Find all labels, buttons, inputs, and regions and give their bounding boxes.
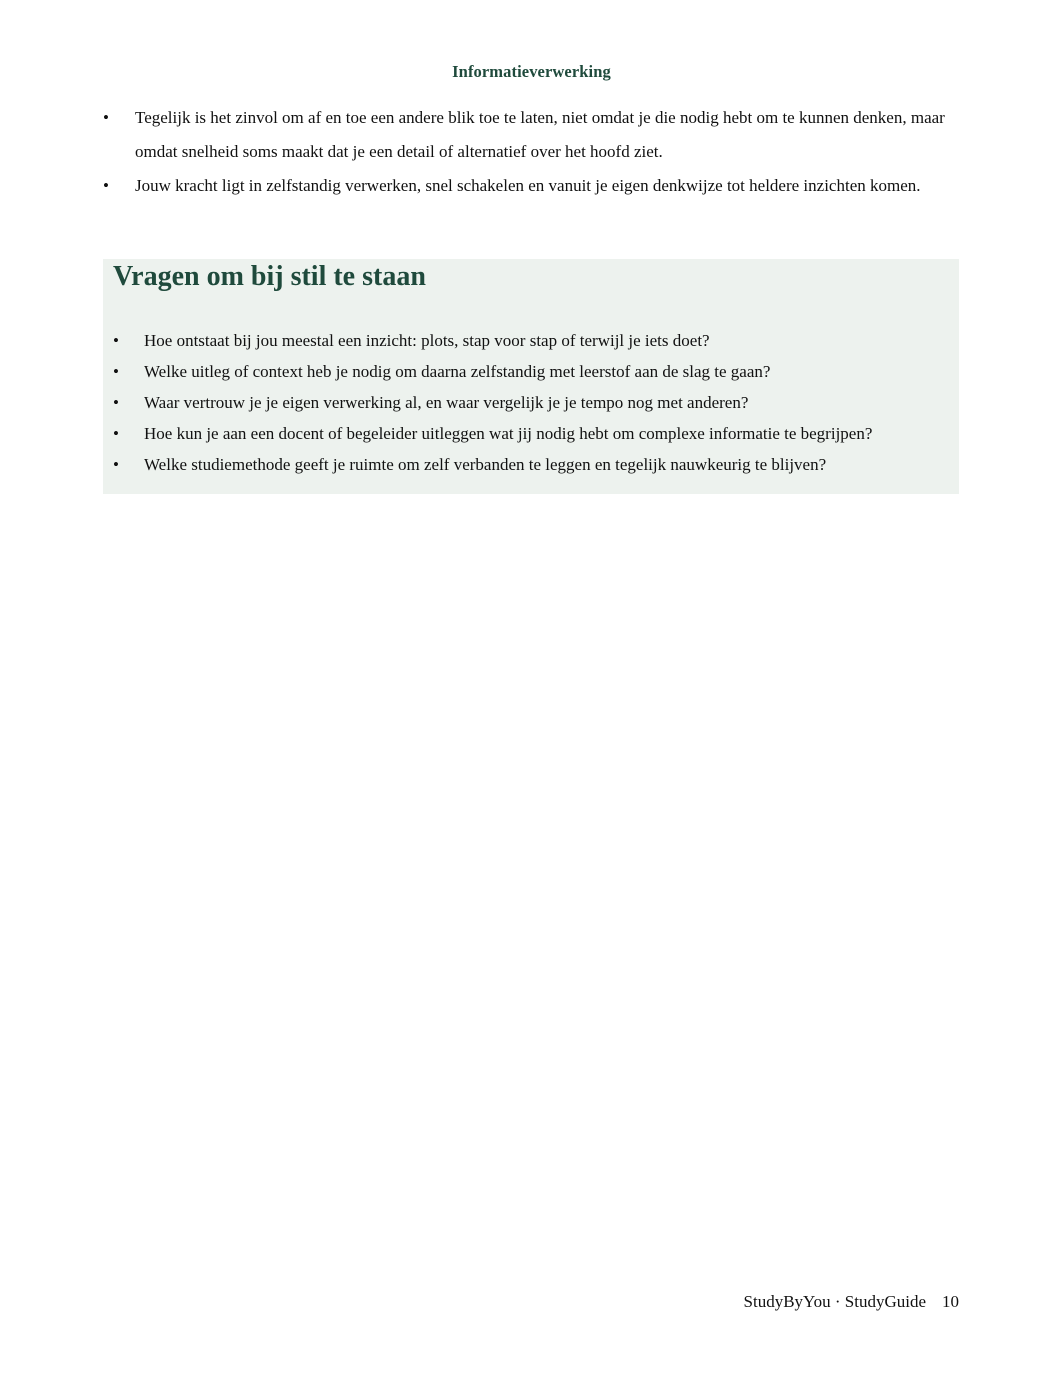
question-text: Hoe kun je aan een docent of begeleider uitleggen wat jij nodig hebt om complexe informatie te begrijpen?	[144, 424, 873, 443]
bullet-icon: •	[113, 362, 119, 381]
question-text: Welke studiemethode geeft je ruimte om zelf verbanden te leggen en tegelijk nauwkeurig te blijven?	[144, 455, 827, 474]
question-list	[113, 325, 953, 480]
list-item-text: Tegelijk is het zinvol om af en toe een andere blik toe te laten, niet omdat je die nodig hebt om te kunnen denken, maar omdat snelheid soms maakt dat je een detail of alternatief over het hoofd ziet.	[135, 108, 945, 161]
page-footer	[744, 1291, 959, 1313]
question-text: Hoe ontstaat bij jou meestal een inzicht: plots, stap voor stap of terwijl je iets doet?	[144, 331, 710, 350]
bullet-icon: •	[103, 176, 109, 195]
bullet-icon: •	[113, 393, 119, 412]
list-item	[113, 449, 953, 480]
callout-title: Vragen om bij stil te staan	[113, 261, 426, 292]
list-item	[113, 387, 953, 418]
bullet-icon: •	[113, 455, 119, 474]
reflection-callout	[103, 259, 959, 494]
list-item	[113, 356, 953, 387]
bullet-icon: •	[113, 331, 119, 350]
footer-brand: StudyByYou · StudyGuide	[743, 1292, 926, 1311]
bullet-icon: •	[113, 424, 119, 443]
question-text: Welke uitleg of context heb je nodig om daarna zelfstandig met leerstof aan de slag te gaan?	[144, 362, 771, 381]
page-number: 10	[942, 1292, 959, 1311]
running-header: Informatieverwerking	[452, 62, 611, 81]
bullet-icon: •	[103, 108, 109, 127]
intro-bullet-list	[103, 101, 959, 203]
list-item	[113, 325, 953, 356]
list-item	[113, 418, 953, 449]
list-item-text: Jouw kracht ligt in zelfstandig verwerken, snel schakelen en vanuit je eigen denkwijze tot heldere inzichten komen.	[135, 176, 921, 195]
question-text: Waar vertrouw je je eigen verwerking al, en waar vergelijk je je tempo nog met anderen?	[144, 393, 749, 412]
list-item	[103, 101, 959, 169]
list-item	[103, 169, 959, 203]
